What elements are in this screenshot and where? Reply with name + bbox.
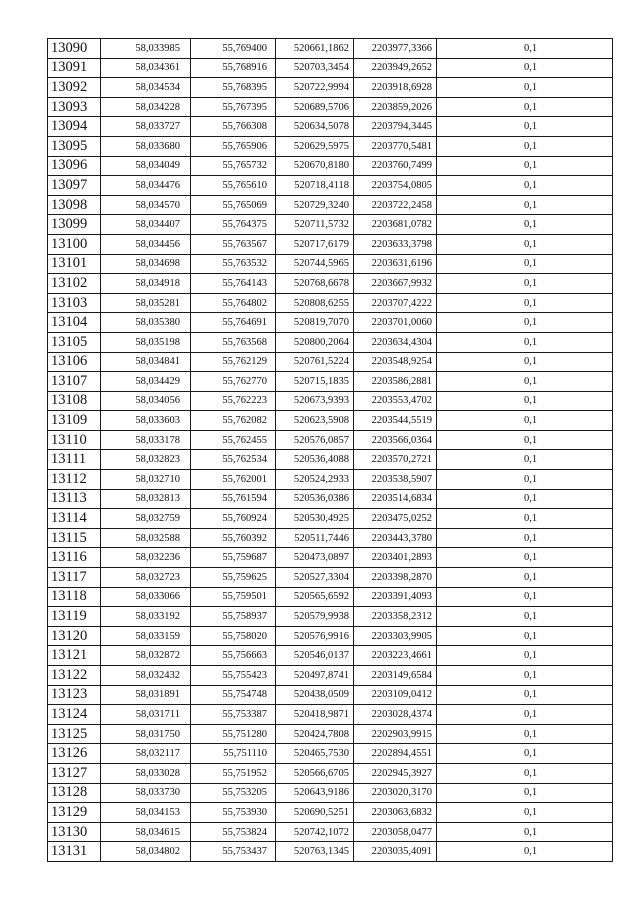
table-row xyxy=(48,332,613,352)
y-coordinate-cell: 2203028,4374 xyxy=(354,705,437,725)
value-cell: 0,1 xyxy=(437,372,613,392)
point-number-cell: 13100 xyxy=(48,234,101,254)
point-number-cell: 13117 xyxy=(48,568,101,588)
value-cell: 0,1 xyxy=(437,117,613,137)
table-row xyxy=(48,626,613,646)
value-cell: 0,1 xyxy=(437,254,613,274)
longitude-cell: 55,768916 xyxy=(191,58,276,78)
point-number-cell: 13111 xyxy=(48,450,101,470)
y-coordinate-cell: 2203303,9905 xyxy=(354,626,437,646)
value-cell: 0,1 xyxy=(437,705,613,725)
value-cell: 0,1 xyxy=(437,763,613,783)
x-coordinate-cell: 520524,2933 xyxy=(276,470,354,490)
point-number-cell: 13110 xyxy=(48,430,101,450)
point-number-cell: 13127 xyxy=(48,763,101,783)
x-coordinate-cell: 520717,6179 xyxy=(276,234,354,254)
point-number-cell: 13103 xyxy=(48,293,101,313)
point-number-cell: 13131 xyxy=(48,842,101,862)
x-coordinate-cell: 520623,5908 xyxy=(276,411,354,431)
y-coordinate-cell: 2203722,2458 xyxy=(354,195,437,215)
longitude-cell: 55,764375 xyxy=(191,215,276,235)
x-coordinate-cell: 520527,3304 xyxy=(276,568,354,588)
coordinates-table xyxy=(47,38,613,862)
longitude-cell: 55,753437 xyxy=(191,842,276,862)
y-coordinate-cell: 2203760,7499 xyxy=(354,156,437,176)
x-coordinate-cell: 520661,1862 xyxy=(276,39,354,59)
point-number-cell: 13115 xyxy=(48,528,101,548)
longitude-cell: 55,759501 xyxy=(191,587,276,607)
table-row xyxy=(48,607,613,627)
longitude-cell: 55,753824 xyxy=(191,822,276,842)
table-row xyxy=(48,313,613,333)
value-cell: 0,1 xyxy=(437,489,613,509)
table-row xyxy=(48,195,613,215)
x-coordinate-cell: 520424,7808 xyxy=(276,724,354,744)
table-row xyxy=(48,117,613,137)
y-coordinate-cell: 2203667,9932 xyxy=(354,274,437,294)
latitude-cell: 58,034361 xyxy=(101,58,191,78)
y-coordinate-cell: 2203633,3798 xyxy=(354,234,437,254)
x-coordinate-cell: 520808,6255 xyxy=(276,293,354,313)
x-coordinate-cell: 520511,7446 xyxy=(276,528,354,548)
x-coordinate-cell: 520800,2064 xyxy=(276,332,354,352)
point-number-cell: 13118 xyxy=(48,587,101,607)
latitude-cell: 58,031711 xyxy=(101,705,191,725)
y-coordinate-cell: 2203063,6832 xyxy=(354,803,437,823)
table-row xyxy=(48,822,613,842)
y-coordinate-cell: 2203035,4091 xyxy=(354,842,437,862)
point-number-cell: 13130 xyxy=(48,822,101,842)
table-row xyxy=(48,58,613,78)
value-cell: 0,1 xyxy=(437,626,613,646)
table-row xyxy=(48,724,613,744)
point-number-cell: 13112 xyxy=(48,470,101,490)
table-row xyxy=(48,411,613,431)
longitude-cell: 55,765610 xyxy=(191,176,276,196)
longitude-cell: 55,756663 xyxy=(191,646,276,666)
latitude-cell: 58,032117 xyxy=(101,744,191,764)
point-number-cell: 13124 xyxy=(48,705,101,725)
point-number-cell: 13119 xyxy=(48,607,101,627)
longitude-cell: 55,751280 xyxy=(191,724,276,744)
point-number-cell: 13104 xyxy=(48,313,101,333)
latitude-cell: 58,034049 xyxy=(101,156,191,176)
point-number-cell: 13102 xyxy=(48,274,101,294)
x-coordinate-cell: 520465,7530 xyxy=(276,744,354,764)
x-coordinate-cell: 520629,5975 xyxy=(276,136,354,156)
table-row xyxy=(48,352,613,372)
latitude-cell: 58,032588 xyxy=(101,528,191,548)
longitude-cell: 55,764802 xyxy=(191,293,276,313)
latitude-cell: 58,035198 xyxy=(101,332,191,352)
table-row xyxy=(48,234,613,254)
y-coordinate-cell: 2202903,9915 xyxy=(354,724,437,744)
value-cell: 0,1 xyxy=(437,97,613,117)
value-cell: 0,1 xyxy=(437,411,613,431)
longitude-cell: 55,760392 xyxy=(191,528,276,548)
latitude-cell: 58,034698 xyxy=(101,254,191,274)
longitude-cell: 55,753205 xyxy=(191,783,276,803)
longitude-cell: 55,762223 xyxy=(191,391,276,411)
x-coordinate-cell: 520690,5251 xyxy=(276,803,354,823)
latitude-cell: 58,034802 xyxy=(101,842,191,862)
x-coordinate-cell: 520565,6592 xyxy=(276,587,354,607)
longitude-cell: 55,766308 xyxy=(191,117,276,137)
table-row xyxy=(48,685,613,705)
x-coordinate-cell: 520718,4118 xyxy=(276,176,354,196)
longitude-cell: 55,753387 xyxy=(191,705,276,725)
table-row xyxy=(48,646,613,666)
value-cell: 0,1 xyxy=(437,666,613,686)
table-row xyxy=(48,783,613,803)
latitude-cell: 58,034429 xyxy=(101,372,191,392)
x-coordinate-cell: 520536,0386 xyxy=(276,489,354,509)
x-coordinate-cell: 520742,1072 xyxy=(276,822,354,842)
latitude-cell: 58,034476 xyxy=(101,176,191,196)
y-coordinate-cell: 2203020,3170 xyxy=(354,783,437,803)
y-coordinate-cell: 2203566,0364 xyxy=(354,430,437,450)
y-coordinate-cell: 2203570,2721 xyxy=(354,450,437,470)
table-row xyxy=(48,97,613,117)
latitude-cell: 58,032813 xyxy=(101,489,191,509)
latitude-cell: 58,032236 xyxy=(101,548,191,568)
latitude-cell: 58,034407 xyxy=(101,215,191,235)
longitude-cell: 55,762534 xyxy=(191,450,276,470)
longitude-cell: 55,762129 xyxy=(191,352,276,372)
value-cell: 0,1 xyxy=(437,39,613,59)
x-coordinate-cell: 520711,5732 xyxy=(276,215,354,235)
longitude-cell: 55,762001 xyxy=(191,470,276,490)
point-number-cell: 13092 xyxy=(48,78,101,98)
latitude-cell: 58,034918 xyxy=(101,274,191,294)
table-row xyxy=(48,39,613,59)
point-number-cell: 13099 xyxy=(48,215,101,235)
x-coordinate-cell: 520744,5965 xyxy=(276,254,354,274)
latitude-cell: 58,033192 xyxy=(101,607,191,627)
table-row xyxy=(48,587,613,607)
x-coordinate-cell: 520634,5078 xyxy=(276,117,354,137)
y-coordinate-cell: 2203707,4222 xyxy=(354,293,437,313)
value-cell: 0,1 xyxy=(437,842,613,862)
x-coordinate-cell: 520670,8180 xyxy=(276,156,354,176)
latitude-cell: 58,033680 xyxy=(101,136,191,156)
x-coordinate-cell: 520819,7070 xyxy=(276,313,354,333)
table-row xyxy=(48,176,613,196)
latitude-cell: 58,035281 xyxy=(101,293,191,313)
y-coordinate-cell: 2203398,2870 xyxy=(354,568,437,588)
value-cell: 0,1 xyxy=(437,176,613,196)
point-number-cell: 13097 xyxy=(48,176,101,196)
x-coordinate-cell: 520643,9186 xyxy=(276,783,354,803)
y-coordinate-cell: 2203391,4093 xyxy=(354,587,437,607)
x-coordinate-cell: 520418,9871 xyxy=(276,705,354,725)
x-coordinate-cell: 520729,3240 xyxy=(276,195,354,215)
y-coordinate-cell: 2202894,4551 xyxy=(354,744,437,764)
longitude-cell: 55,764691 xyxy=(191,313,276,333)
y-coordinate-cell: 2203058,0477 xyxy=(354,822,437,842)
point-number-cell: 13093 xyxy=(48,97,101,117)
longitude-cell: 55,758020 xyxy=(191,626,276,646)
table-row xyxy=(48,509,613,529)
latitude-cell: 58,034056 xyxy=(101,391,191,411)
table-row xyxy=(48,744,613,764)
longitude-cell: 55,759625 xyxy=(191,568,276,588)
latitude-cell: 58,035380 xyxy=(101,313,191,333)
x-coordinate-cell: 520768,6678 xyxy=(276,274,354,294)
point-number-cell: 13108 xyxy=(48,391,101,411)
longitude-cell: 55,762455 xyxy=(191,430,276,450)
y-coordinate-cell: 2203631,6196 xyxy=(354,254,437,274)
point-number-cell: 13101 xyxy=(48,254,101,274)
y-coordinate-cell: 2203859,2026 xyxy=(354,97,437,117)
point-number-cell: 13125 xyxy=(48,724,101,744)
latitude-cell: 58,033603 xyxy=(101,411,191,431)
point-number-cell: 13105 xyxy=(48,332,101,352)
point-number-cell: 13128 xyxy=(48,783,101,803)
value-cell: 0,1 xyxy=(437,587,613,607)
point-number-cell: 13122 xyxy=(48,666,101,686)
longitude-cell: 55,762770 xyxy=(191,372,276,392)
x-coordinate-cell: 520576,9916 xyxy=(276,626,354,646)
point-number-cell: 13107 xyxy=(48,372,101,392)
y-coordinate-cell: 2203794,3445 xyxy=(354,117,437,137)
table-row xyxy=(48,568,613,588)
y-coordinate-cell: 2203553,4702 xyxy=(354,391,437,411)
latitude-cell: 58,033066 xyxy=(101,587,191,607)
latitude-cell: 58,032823 xyxy=(101,450,191,470)
longitude-cell: 55,751952 xyxy=(191,763,276,783)
y-coordinate-cell: 2203443,3780 xyxy=(354,528,437,548)
y-coordinate-cell: 2203918,6928 xyxy=(354,78,437,98)
x-coordinate-cell: 520763,1345 xyxy=(276,842,354,862)
value-cell: 0,1 xyxy=(437,744,613,764)
value-cell: 0,1 xyxy=(437,234,613,254)
latitude-cell: 58,032432 xyxy=(101,666,191,686)
longitude-cell: 55,760924 xyxy=(191,509,276,529)
latitude-cell: 58,034841 xyxy=(101,352,191,372)
value-cell: 0,1 xyxy=(437,136,613,156)
table-row xyxy=(48,372,613,392)
latitude-cell: 58,034570 xyxy=(101,195,191,215)
table-row xyxy=(48,666,613,686)
table-row xyxy=(48,470,613,490)
longitude-cell: 55,767395 xyxy=(191,97,276,117)
latitude-cell: 58,032710 xyxy=(101,470,191,490)
latitude-cell: 58,033985 xyxy=(101,39,191,59)
x-coordinate-cell: 520673,9393 xyxy=(276,391,354,411)
y-coordinate-cell: 2203223,4661 xyxy=(354,646,437,666)
y-coordinate-cell: 2202945,3927 xyxy=(354,763,437,783)
latitude-cell: 58,034534 xyxy=(101,78,191,98)
latitude-cell: 58,033727 xyxy=(101,117,191,137)
table-row xyxy=(48,136,613,156)
point-number-cell: 13109 xyxy=(48,411,101,431)
y-coordinate-cell: 2203548,9254 xyxy=(354,352,437,372)
point-number-cell: 13114 xyxy=(48,509,101,529)
longitude-cell: 55,769400 xyxy=(191,39,276,59)
x-coordinate-cell: 520530,4925 xyxy=(276,509,354,529)
table-row xyxy=(48,215,613,235)
longitude-cell: 55,763532 xyxy=(191,254,276,274)
longitude-cell: 55,768395 xyxy=(191,78,276,98)
latitude-cell: 58,034456 xyxy=(101,234,191,254)
latitude-cell: 58,033178 xyxy=(101,430,191,450)
x-coordinate-cell: 520689,5706 xyxy=(276,97,354,117)
longitude-cell: 55,763567 xyxy=(191,234,276,254)
x-coordinate-cell: 520497,8741 xyxy=(276,666,354,686)
value-cell: 0,1 xyxy=(437,391,613,411)
y-coordinate-cell: 2203544,5519 xyxy=(354,411,437,431)
y-coordinate-cell: 2203701,0060 xyxy=(354,313,437,333)
table-row xyxy=(48,254,613,274)
x-coordinate-cell: 520546,0137 xyxy=(276,646,354,666)
value-cell: 0,1 xyxy=(437,195,613,215)
value-cell: 0,1 xyxy=(437,568,613,588)
latitude-cell: 58,034153 xyxy=(101,803,191,823)
y-coordinate-cell: 2203754,0805 xyxy=(354,176,437,196)
x-coordinate-cell: 520761,5224 xyxy=(276,352,354,372)
value-cell: 0,1 xyxy=(437,293,613,313)
value-cell: 0,1 xyxy=(437,470,613,490)
point-number-cell: 13126 xyxy=(48,744,101,764)
point-number-cell: 13113 xyxy=(48,489,101,509)
y-coordinate-cell: 2203358,2312 xyxy=(354,607,437,627)
value-cell: 0,1 xyxy=(437,430,613,450)
latitude-cell: 58,034615 xyxy=(101,822,191,842)
x-coordinate-cell: 520576,0857 xyxy=(276,430,354,450)
x-coordinate-cell: 520473,0897 xyxy=(276,548,354,568)
y-coordinate-cell: 2203770,5481 xyxy=(354,136,437,156)
y-coordinate-cell: 2203538,5907 xyxy=(354,470,437,490)
point-number-cell: 13121 xyxy=(48,646,101,666)
table-row xyxy=(48,489,613,509)
y-coordinate-cell: 2203514,6834 xyxy=(354,489,437,509)
y-coordinate-cell: 2203109,0412 xyxy=(354,685,437,705)
x-coordinate-cell: 520566,6705 xyxy=(276,763,354,783)
latitude-cell: 58,031750 xyxy=(101,724,191,744)
longitude-cell: 55,765906 xyxy=(191,136,276,156)
point-number-cell: 13116 xyxy=(48,548,101,568)
y-coordinate-cell: 2203977,3366 xyxy=(354,39,437,59)
longitude-cell: 55,765069 xyxy=(191,195,276,215)
point-number-cell: 13091 xyxy=(48,58,101,78)
longitude-cell: 55,761594 xyxy=(191,489,276,509)
value-cell: 0,1 xyxy=(437,685,613,705)
value-cell: 0,1 xyxy=(437,724,613,744)
point-number-cell: 13120 xyxy=(48,626,101,646)
value-cell: 0,1 xyxy=(437,450,613,470)
value-cell: 0,1 xyxy=(437,274,613,294)
table-row xyxy=(48,528,613,548)
value-cell: 0,1 xyxy=(437,509,613,529)
value-cell: 0,1 xyxy=(437,822,613,842)
y-coordinate-cell: 2203949,2652 xyxy=(354,58,437,78)
table-row xyxy=(48,803,613,823)
x-coordinate-cell: 520703,3454 xyxy=(276,58,354,78)
x-coordinate-cell: 520536,4088 xyxy=(276,450,354,470)
latitude-cell: 58,033159 xyxy=(101,626,191,646)
value-cell: 0,1 xyxy=(437,646,613,666)
x-coordinate-cell: 520715,1835 xyxy=(276,372,354,392)
table-row xyxy=(48,430,613,450)
point-number-cell: 13094 xyxy=(48,117,101,137)
table-row xyxy=(48,293,613,313)
value-cell: 0,1 xyxy=(437,332,613,352)
longitude-cell: 55,758937 xyxy=(191,607,276,627)
latitude-cell: 58,032723 xyxy=(101,568,191,588)
longitude-cell: 55,759687 xyxy=(191,548,276,568)
table-row xyxy=(48,391,613,411)
table-row xyxy=(48,763,613,783)
latitude-cell: 58,033730 xyxy=(101,783,191,803)
value-cell: 0,1 xyxy=(437,78,613,98)
point-number-cell: 13095 xyxy=(48,136,101,156)
y-coordinate-cell: 2203681,0782 xyxy=(354,215,437,235)
value-cell: 0,1 xyxy=(437,215,613,235)
y-coordinate-cell: 2203634,4304 xyxy=(354,332,437,352)
y-coordinate-cell: 2203475,0252 xyxy=(354,509,437,529)
latitude-cell: 58,032872 xyxy=(101,646,191,666)
x-coordinate-cell: 520722,9994 xyxy=(276,78,354,98)
point-number-cell: 13090 xyxy=(48,39,101,59)
y-coordinate-cell: 2203401,2893 xyxy=(354,548,437,568)
table-row xyxy=(48,274,613,294)
point-number-cell: 13096 xyxy=(48,156,101,176)
longitude-cell: 55,762082 xyxy=(191,411,276,431)
x-coordinate-cell: 520438,0509 xyxy=(276,685,354,705)
point-number-cell: 13098 xyxy=(48,195,101,215)
table-row xyxy=(48,156,613,176)
point-number-cell: 13123 xyxy=(48,685,101,705)
value-cell: 0,1 xyxy=(437,313,613,333)
coordinates-table-body xyxy=(48,39,613,862)
value-cell: 0,1 xyxy=(437,548,613,568)
value-cell: 0,1 xyxy=(437,352,613,372)
y-coordinate-cell: 2203586,2881 xyxy=(354,372,437,392)
point-number-cell: 13106 xyxy=(48,352,101,372)
value-cell: 0,1 xyxy=(437,607,613,627)
x-coordinate-cell: 520579,9938 xyxy=(276,607,354,627)
table-row xyxy=(48,78,613,98)
value-cell: 0,1 xyxy=(437,783,613,803)
latitude-cell: 58,034228 xyxy=(101,97,191,117)
y-coordinate-cell: 2203149,6584 xyxy=(354,666,437,686)
value-cell: 0,1 xyxy=(437,528,613,548)
table-row xyxy=(48,705,613,725)
latitude-cell: 58,031891 xyxy=(101,685,191,705)
table-row xyxy=(48,842,613,862)
latitude-cell: 58,033028 xyxy=(101,763,191,783)
longitude-cell: 55,755423 xyxy=(191,666,276,686)
longitude-cell: 55,765732 xyxy=(191,156,276,176)
table-row xyxy=(48,450,613,470)
point-number-cell: 13129 xyxy=(48,803,101,823)
value-cell: 0,1 xyxy=(437,156,613,176)
latitude-cell: 58,032759 xyxy=(101,509,191,529)
longitude-cell: 55,754748 xyxy=(191,685,276,705)
value-cell: 0,1 xyxy=(437,803,613,823)
value-cell: 0,1 xyxy=(437,58,613,78)
longitude-cell: 55,751110 xyxy=(191,744,276,764)
longitude-cell: 55,753930 xyxy=(191,803,276,823)
longitude-cell: 55,764143 xyxy=(191,274,276,294)
longitude-cell: 55,763568 xyxy=(191,332,276,352)
table-row xyxy=(48,548,613,568)
